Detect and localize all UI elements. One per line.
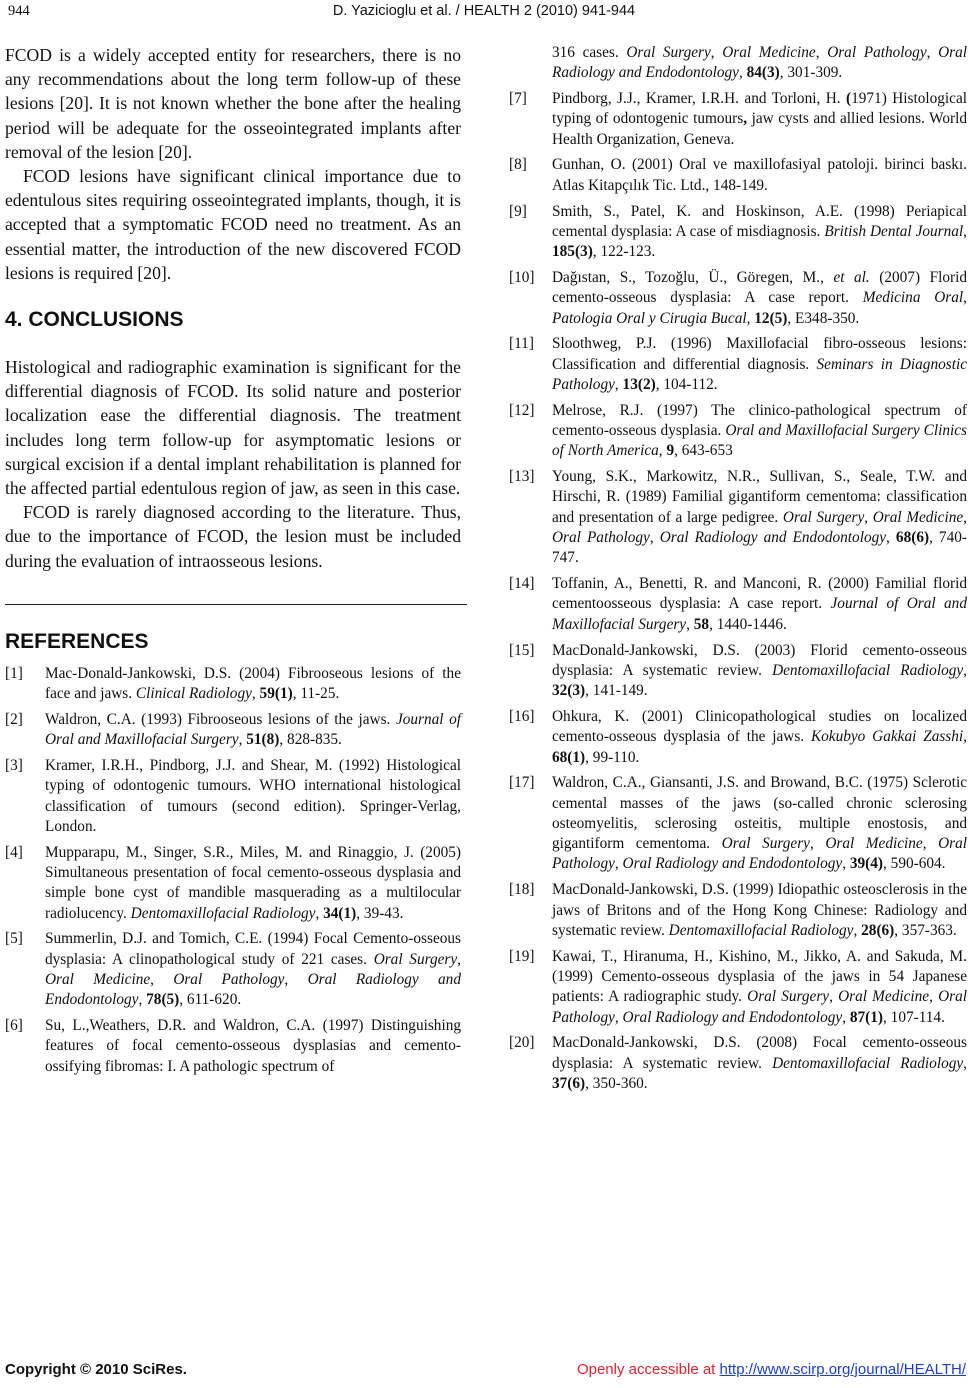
reference-item (509, 155, 967, 196)
reference-number: [17] (509, 774, 535, 792)
reference-number: [13] (509, 468, 535, 486)
references-heading: REFERENCES (5, 629, 149, 653)
reference-item (509, 707, 967, 768)
reference-text: MacDonald-Jankowski, D.S. (2003) Florid cemento-osseous dysplasia: A systematic review. Dentomaxillofacial Radiology, 32(3), 141-149. (552, 641, 967, 700)
reference-number: [11] (509, 335, 534, 353)
reference-number: [5] (5, 930, 23, 948)
reference-number: [10] (509, 268, 535, 286)
reference-item (5, 710, 461, 751)
reference-item (509, 467, 967, 568)
reference-item (509, 334, 967, 395)
reference-number: [14] (509, 575, 535, 593)
reference-number: [19] (509, 947, 535, 965)
left-column (5, 43, 461, 1083)
reference-item (5, 843, 461, 924)
reference-text: 316 cases. Oral Surgery, Oral Medicine, Oral Pathology, Oral Radiology and Endodontology, 84(3), 301-309. (552, 44, 967, 82)
journal-url-link[interactable]: http://www.scirp.org/journal/HEALTH/ (719, 1361, 966, 1378)
reference-number: [3] (5, 757, 23, 775)
copyright-notice: Copyright © 2010 SciRes. (5, 1361, 187, 1378)
reference-text: Su, L.,Weathers, D.R. and Waldron, C.A. (1997) Distinguishing features of focal cemento-osseous dysplasias and cemento-ossifying fibromas: I. A pathologic spectrum of (45, 1017, 461, 1075)
body-paragraph: FCOD is a widely accepted entity for researchers, there is no any recommendations about the long term follow-up of these lesions [20]. It is not known whether the bone after the healing period will be adequate for the osseointegrated implants after removal of the lesion [20]. (5, 45, 461, 162)
reference-item (509, 202, 967, 263)
reference-number: [8] (509, 156, 527, 174)
reference-item (509, 401, 967, 462)
reference-item (5, 1016, 461, 1077)
reference-number: [1] (5, 664, 23, 682)
reference-item (509, 268, 967, 329)
reference-text: MacDonald-Jankowski, D.S. (1999) Idiopathic osteosclerosis in the jaws of Britons and of the Hong Kong Chinese: Radiology and systematic review. Dentomaxillofacial Radiology, 28(6), 357-363. (552, 881, 967, 939)
reference-text: Sloothweg, P.J. (1996) Maxillofacial fibro-osseous lesions: Classification and differential diagnosis. Seminars in Diagnostic Pathology, 13(2), 104-112. (552, 335, 967, 393)
reference-text: Pindborg, J.J., Kramer, I.R.H. and Torloni, H. (1971) Histological typing of odontogenic tumours, jaw cysts and allied lesions. World Health Organization, Geneva. (552, 90, 967, 148)
reference-item (509, 641, 967, 702)
reference-text: Waldron, C.A. (1993) Fibrooseous lesions of the jaws. Journal of Oral and Maxillofacial Surgery, 51(8), 828-835. (45, 710, 461, 749)
reference-number: [20] (509, 1034, 535, 1052)
reference-number: [16] (509, 707, 535, 725)
reference-text: Melrose, R.J. (1997) The clinico-pathological spectrum of cemento-osseous dysplasia. Oral and Maxillofacial Surgery Clinics of North America, 9, 643-653 (552, 401, 968, 460)
reference-item (509, 880, 967, 941)
reference-text: Gunhan, O. (2001) Oral ve maxillofasiyal patoloji. birinci baskı. Atlas Kitapçılık Tic. Ltd., 148-149. (552, 156, 967, 194)
reference-text: Dağıstan, S., Tozoğlu, Ü., Göregen, M., et al. (2007) Florid cemento-osseous dysplasia: A case report. Medicina Oral, Patologia Oral y Cirugia Bucal, 12(5), E348-350. (552, 268, 967, 327)
reference-number: [18] (509, 881, 535, 899)
reference-text: Ohkura, K. (2001) Clinicopathological studies on localized cemento-osseous dysplasia of the jaws. Kokubyo Gakkai Zasshi, 68(1), 99-110. (552, 707, 967, 766)
conclusions-paragraph: Histological and radiographic examination is significant for the differential diagnosis of FCOD. Its solid nature and posterior localization ease the differential diagnosis. The treatment includes long term follow-up for asymptomatic lesions or surgical excision if a dental implant rehabilitation is planned for the affected partial edentulous region of jaw, as seen in this case. (5, 357, 461, 499)
reference-item (509, 89, 967, 150)
reference-item (509, 773, 967, 874)
open-access-notice (577, 1360, 966, 1380)
reference-text: Mac-Donald-Jankowski, D.S. (2004) Fibrooseous lesions of the face and jaws. Clinical Radiology, 59(1), 11-25. (45, 664, 461, 703)
reference-text: Kawai, T., Hiranuma, H., Kishino, M., Jikko, A. and Sakuda, M. (1999) Cemento-osseous dysplasia of the jaws in 54 Japanese patients: A radiographic study. Oral Surgery, Oral Medicine, Oral Pathology, Oral Radiology and Endodontology, 87(1), 107-114. (552, 947, 967, 1026)
page-number: 944 (8, 3, 30, 19)
reference-item (5, 756, 461, 837)
section-heading-conclusions: 4. CONCLUSIONS (5, 308, 184, 332)
reference-text: Kramer, I.R.H., Pindborg, J.J. and Shear, M. (1992) Histological typing of odontogenic tumours. WHO international histological classification of tumours (second edition). Springer-Verlag, London. (45, 757, 461, 835)
page-header (0, 0, 968, 24)
body-paragraph: FCOD lesions have significant clinical importance due to edentulous sites requiring osseointegrated implants, though, it is accepted that a symptomatic FCOD need no treatment. As an essential matter, the introduction of the new discovered FCOD lesions is required [20]. (5, 166, 461, 283)
reference-number: [15] (509, 641, 535, 659)
reference-text: Toffanin, A., Benetti, R. and Manconi, R. (2000) Familial florid cementoosseous dysplasia: A case report. Journal of Oral and Maxillofacial Surgery, 58, 1440-1446. (552, 575, 967, 633)
reference-item (509, 947, 967, 1028)
reference-item (5, 664, 461, 705)
section-divider (5, 604, 467, 605)
references-list-right (509, 43, 967, 1094)
reference-continuation (509, 43, 967, 84)
open-access-label: Openly accessible at (576, 1361, 716, 1378)
right-column (509, 43, 967, 1100)
reference-text: MacDonald-Jankowski, D.S. (2008) Focal cemento-osseous dysplasia: A systematic review. Dentomaxillofacial Radiology, 37(6), 350-360. (552, 1034, 967, 1092)
reference-number: [7] (509, 90, 527, 108)
running-title: D. Yazicioglu et al. / HEALTH 2 (2010) 941-944 (332, 3, 636, 19)
reference-number: [2] (5, 710, 23, 728)
references-list-left (5, 664, 461, 1077)
reference-text: Young, S.K., Markowitz, N.R., Sullivan, S., Seale, T.W. and Hirschi, R. (1989) Familial gigantiform cementoma: classification and presentation of a large pedigree. Oral Surgery, Oral Medicine, Oral Pathology, Oral Radiology and Endodontology, 68(6), 740-747. (552, 468, 967, 567)
reference-item (5, 929, 461, 1010)
reference-number: [6] (5, 1017, 23, 1035)
reference-text: Waldron, C.A., Giansanti, J.S. and Browand, B.C. (1975) Sclerotic cemental masses of the jaws (so-called chronic sclerosing osteomyelitis, sclerosing osteitis, multiple enostosis, and gigantiform cementoma. Oral Surgery, Oral Medicine, Oral Pathology, Oral Radiology and Endodontology, 39(4), 590-604. (552, 774, 967, 873)
reference-text: Mupparapu, M., Singer, S.R., Miles, M. and Rinaggio, J. (2005) Simultaneous presentation of focal cemento-osseous dysplasia and simple bone cyst of mandible masquerading as a multilocular radiolucency. Dentomaxillofacial Radiology, 34(1), 39-43. (45, 843, 461, 922)
reference-item (509, 1033, 967, 1094)
conclusions-paragraph: FCOD is rarely diagnosed according to the literature. Thus, due to the importance of FCOD, the lesion must be included during the evaluation of intraosseous lesions. (5, 502, 461, 571)
reference-number: [12] (509, 401, 535, 419)
page-footer (0, 1360, 968, 1382)
reference-text: Smith, S., Patel, K. and Hoskinson, A.E. (1998) Periapical cemental dysplasia: A case of misdiagnosis. British Dental Journal, 185(3), 122-123. (552, 202, 967, 261)
reference-item (509, 574, 967, 635)
reference-number: [9] (509, 202, 527, 220)
reference-text: Summerlin, D.J. and Tomich, C.E. (1994) Focal Cemento-osseous dysplasia: A clinopathological study of 221 cases. Oral Surgery, Oral Medicine, Oral Pathology, Oral Radiology and Endodontology, 78(5), 611-620. (45, 930, 461, 1009)
reference-number: [4] (5, 843, 23, 861)
